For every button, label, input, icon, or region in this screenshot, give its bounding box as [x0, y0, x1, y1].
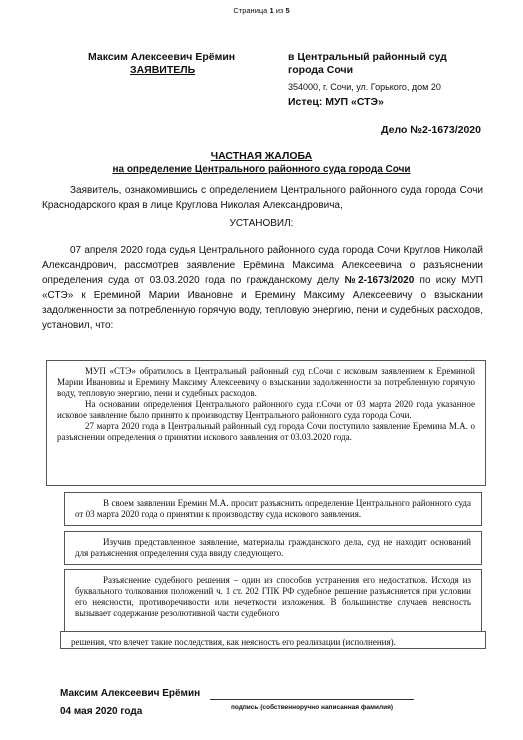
page-current: 1: [269, 6, 274, 15]
quote-4-text: Разъяснение судебного решения – один из способов устранения его недостатков. Исходя из буквального толкования положений ч. 1 ст. 202 ГПК РФ судебное решение разъясняется при условии его неясности, противоречивости или нечеткости изложения. В большинстве случаев неясность вызывает содержание резолютивной части судебного: [75, 575, 471, 618]
page-of: из: [275, 6, 284, 15]
quote-block-4: [64, 569, 482, 633]
quote-block-2: [64, 492, 482, 526]
plaintiff: Истец: МУП «СТЭ»: [288, 96, 384, 108]
quote-5-text: решения, что влечет такие последствия, как неясность его реализации (исполнения).: [71, 637, 396, 647]
signature-line: [210, 699, 414, 700]
document-title: ЧАСТНАЯ ЖАЛОБА: [210, 150, 313, 162]
quote-3-text: Изучив представленное заявление, материалы гражданского дела, суд не находит оснований для разъяснения определения суда ввиду следующего.: [75, 537, 471, 558]
document-subtitle: на определение Центрального районного суда города Сочи: [112, 164, 411, 175]
case-number-inline: №2-1673/2020: [344, 275, 415, 286]
main-paragraph: [42, 243, 483, 333]
signature-name: Максим Алексеевич Ерёмин: [60, 688, 201, 699]
applicant-role: ЗАЯВИТЕЛЬ: [130, 64, 196, 76]
page-number: [0, 6, 523, 15]
signature-caption: подпись (собственноручно написанная фамилия): [230, 704, 394, 711]
quote-1-paragraph-2: На основании определения Центрального районного суда г.Сочи от 03 марта 2020 года указанное исковое заявление было принято к производству Центрального районного суда города Сочи.: [57, 399, 475, 420]
quote-1-paragraph-3: 27 марта 2020 года в Центральный районный суд города Сочи поступило заявление Еремина М.А. о разъяснении определения о принятии искового заявления от 03.03.2020 года.: [57, 421, 475, 442]
quote-2-text: В своем заявлении Еремин М.А. просит разъяснить определение Центрального районного суда от 03 марта 2020 года о принятии к производству суда искового заявления.: [75, 498, 471, 519]
quote-1-paragraph-1: МУП «СТЭ» обратилось в Центральный районный суд г.Сочи с исковым заявлением к Ереминой Марии Ивановны и Еремину Максиму Алексеевичу о взыскании задолженности за потребленную горячую воду, тепловую энергию, пени и судебных расходов.: [57, 366, 475, 398]
quote-block-5: [60, 631, 486, 649]
court-line-1: в Центральный районный суд: [288, 51, 447, 63]
main-paragraph-part-2: по иску МУП «СТЭ» к Ереминой Марии Ивановне и Еремину Максиму Алексеевичу о взыскании задолженности за потребленную горячую воду, тепловую энергию, пени и судебных расходов, установил, что:: [42, 275, 483, 331]
court-name: [288, 51, 447, 77]
page-word: Страница: [233, 6, 268, 15]
signature-date: 04 мая 2020 года: [60, 706, 143, 717]
intro-paragraph: Заявитель, ознакомившись с определением Центрального районного суда города Сочи Краснодарского края в лице Круглова Николая Александровича,: [42, 185, 483, 211]
court-line-2: города Сочи: [288, 64, 354, 76]
case-number: Дело №2-1673/2020: [381, 124, 481, 136]
page-total: 5: [285, 6, 290, 15]
quote-block-3: [64, 531, 482, 565]
established-heading: УСТАНОВИЛ:: [229, 218, 294, 229]
court-address: 354000, г. Сочи, ул. Горького, дом 20: [288, 82, 441, 92]
quote-block-1: [46, 360, 486, 486]
applicant-name: Максим Алексеевич Ерёмин: [88, 51, 236, 63]
main-paragraph-part-1: 07 апреля 2020 года судья Центрального районного суда города Сочи Круглов Николай Александрович, рассмотрев заявление Ерёмина Максима Алексеевича о разъяснении определения суда от 03.03.2020 года по гражданскому делу: [42, 245, 483, 286]
